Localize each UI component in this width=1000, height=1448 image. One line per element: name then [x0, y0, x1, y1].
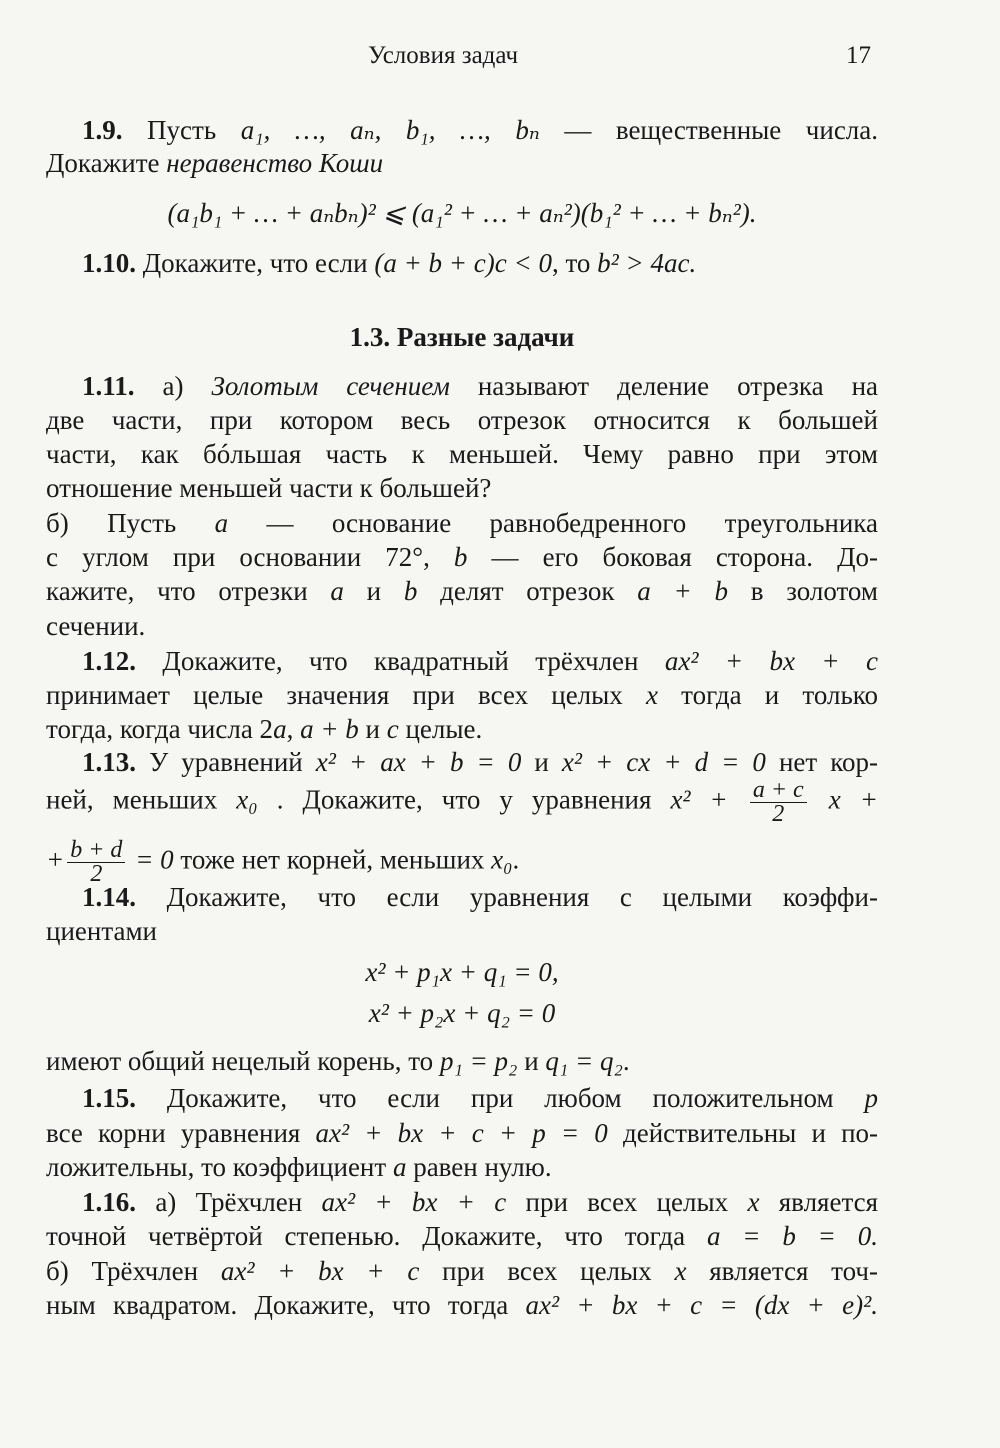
math-expression: b² > 4ac. [597, 248, 697, 278]
math-expression: x [747, 1187, 760, 1217]
problem-number: 1.12. [82, 646, 136, 676]
fraction-denominator: 2 [772, 801, 785, 827]
math-expression: x₀ [236, 784, 258, 815]
text-line [82, 246, 878, 280]
text: называют деление отрезка на [477, 371, 879, 401]
text: б) Трёхчлен [46, 1256, 221, 1286]
text: Докажите [46, 148, 167, 178]
math-expression: a [214, 508, 229, 538]
text: действительны и по- [622, 1118, 879, 1148]
text-line [46, 1150, 878, 1184]
text: при всех целых [525, 1187, 748, 1217]
text: , то [551, 248, 598, 278]
emphasized-term: Золотым сечением [211, 371, 450, 401]
math-expression: (a + b + c)c < 0 [374, 248, 552, 278]
text: нет кор- [778, 747, 879, 777]
math-expression: a [392, 1152, 407, 1182]
text: Докажите, что если при любом положительном [166, 1083, 865, 1113]
text: с углом при основании 72°, [46, 542, 454, 572]
text: ным квадратом. Докажите, что тогда [46, 1290, 526, 1320]
text: а) [162, 371, 212, 401]
section-title: 1.3. Разные задачи [349, 322, 575, 352]
text-line [46, 574, 878, 608]
text-line [46, 506, 878, 540]
math-expression: + [46, 844, 65, 875]
text-line [82, 880, 878, 914]
math-expression: x² + p₂x + q₂ = 0 [368, 998, 556, 1028]
math-expression: c [386, 714, 399, 744]
math-expression: = 0 [135, 844, 174, 875]
text-line [46, 1044, 878, 1078]
math-expression: x² + p₁x + q₁ = 0, [365, 957, 559, 987]
text: Пусть [147, 115, 241, 145]
math-expression: p [864, 1083, 878, 1113]
math-expression: x² + cx + d = 0 [561, 747, 766, 777]
text: . [622, 1046, 630, 1076]
math-expression: x [646, 680, 658, 710]
text: и [534, 747, 562, 777]
text: . [512, 844, 520, 875]
text-line [46, 914, 878, 948]
text: ней, меньших [46, 784, 237, 815]
text-line [46, 609, 878, 643]
text: а) Трёхчлен [155, 1187, 322, 1217]
text: и [366, 576, 404, 606]
text: части, как бóльшая часть к меньшей. Чему равно при этом [46, 439, 878, 469]
text-line [46, 678, 878, 712]
math-expression: x² + [670, 784, 728, 815]
math-expression: ax² + bx + c = (dx + e)². [525, 1290, 878, 1320]
text-line [82, 644, 878, 678]
text-line [82, 745, 878, 779]
text: Докажите, что если уравнения с целыми коэффи- [166, 882, 878, 912]
problem-number: 1.10. [82, 248, 136, 278]
text: тогда, когда числа 2 [46, 714, 274, 744]
text-line [46, 1288, 878, 1322]
problem-number: 1.9. [82, 115, 123, 145]
text-line [46, 471, 878, 505]
emphasized-term: неравенство Коши [166, 148, 384, 178]
text-line [82, 369, 878, 403]
text: две части, при котором весь отрезок относится к большей [46, 405, 878, 435]
text-line [46, 1219, 878, 1253]
text: У уравнений [149, 747, 316, 777]
text: является [778, 1187, 878, 1217]
problem-number: 1.16. [82, 1187, 136, 1217]
math-expression: x² + ax + b = 0 [315, 747, 522, 777]
math-expression: a = b = 0. [706, 1221, 878, 1251]
math-expression: a + b [300, 714, 359, 744]
text: отношение меньшей части к большей? [46, 473, 492, 503]
text: точной четвёртой степенью. Докажите, что тогда [46, 1221, 707, 1251]
text: Докажите, что если [136, 248, 375, 278]
text: в золотом [750, 576, 878, 606]
text: все корни уравнения [46, 1118, 316, 1148]
fraction-numerator: a + c [750, 780, 807, 803]
text: равен нулю. [406, 1152, 552, 1182]
text-line [46, 437, 878, 471]
fraction [750, 777, 807, 827]
fraction-denominator: 2 [90, 861, 103, 887]
text: ложительны, то коэффициент [46, 1152, 393, 1182]
math-expression: q₁ = q₂ [545, 1046, 623, 1076]
problem-number: 1.13. [82, 747, 136, 777]
text-line [46, 1254, 878, 1288]
math-expression: a₁, …, aₙ, b₁, …, bₙ [240, 115, 540, 145]
text: циентами [46, 916, 157, 946]
text-line [46, 146, 878, 180]
text-line [46, 777, 878, 827]
math-expression: ax² + bx + c [321, 1187, 507, 1217]
text-line [46, 1116, 878, 1150]
text: кажите, что отрезки [46, 576, 331, 606]
text-line [46, 837, 878, 887]
text-line [46, 996, 878, 1030]
text: принимает целые значения при всех целых [46, 680, 646, 710]
math-expression: a + b [637, 576, 728, 606]
text: тоже нет корней, меньших [173, 844, 492, 875]
text: при всех целых [442, 1256, 675, 1286]
math-expression: (a₁b₁ + … + aₙbₙ)² ⩽ (a₁² + … + aₙ²)(b₁² + … + bₙ²). [167, 198, 757, 228]
running-header-title: Условия задач [368, 42, 519, 69]
text: является точ- [709, 1256, 879, 1286]
math-expression: a [330, 576, 344, 606]
text: тогда и только [681, 680, 879, 710]
problem-number: 1.15. [82, 1083, 136, 1113]
math-expression: p₁ = p₂ [439, 1046, 518, 1076]
text: Докажите, что квадратный трёхчлен [162, 646, 665, 676]
text-line [46, 403, 878, 437]
text-line [46, 712, 878, 746]
text: имеют общий нецелый корень, то [46, 1046, 440, 1076]
text: сечении. [46, 611, 146, 641]
text: — его боковая сторона. До- [491, 542, 879, 572]
text: б) Пусть [46, 508, 215, 538]
text: делят отрезок [440, 576, 638, 606]
fraction [67, 837, 125, 887]
math-expression: b [403, 576, 418, 606]
problem-number: 1.11. [82, 371, 135, 401]
text: и [358, 714, 387, 744]
math-expression: ax² + bx + c [664, 646, 878, 676]
math-expression: x₀ [491, 844, 513, 875]
text: . Докажите, что у уравнения [276, 784, 671, 815]
text-line [82, 1185, 878, 1219]
text: , [286, 714, 301, 744]
problem-number: 1.14. [82, 882, 136, 912]
text-line [82, 1081, 878, 1115]
text-line [46, 540, 878, 574]
math-expression: ax² + bx + c [220, 1256, 420, 1286]
text: целые. [398, 714, 483, 744]
text: — вещественные числа. [564, 115, 879, 145]
page-number: 17 [846, 42, 871, 69]
fraction-numerator: b + d [67, 840, 125, 863]
text: и [517, 1046, 546, 1076]
text-line [82, 113, 878, 147]
math-expression: x [674, 1256, 687, 1286]
text-line [46, 955, 878, 989]
math-expression: ax² + bx + c + p = 0 [315, 1118, 608, 1148]
math-expression: x + [828, 784, 878, 815]
text-line [46, 196, 878, 230]
math-expression: a [273, 714, 287, 744]
math-expression: b [453, 542, 468, 572]
text: — основание равнобедренного треугольника [266, 508, 879, 538]
